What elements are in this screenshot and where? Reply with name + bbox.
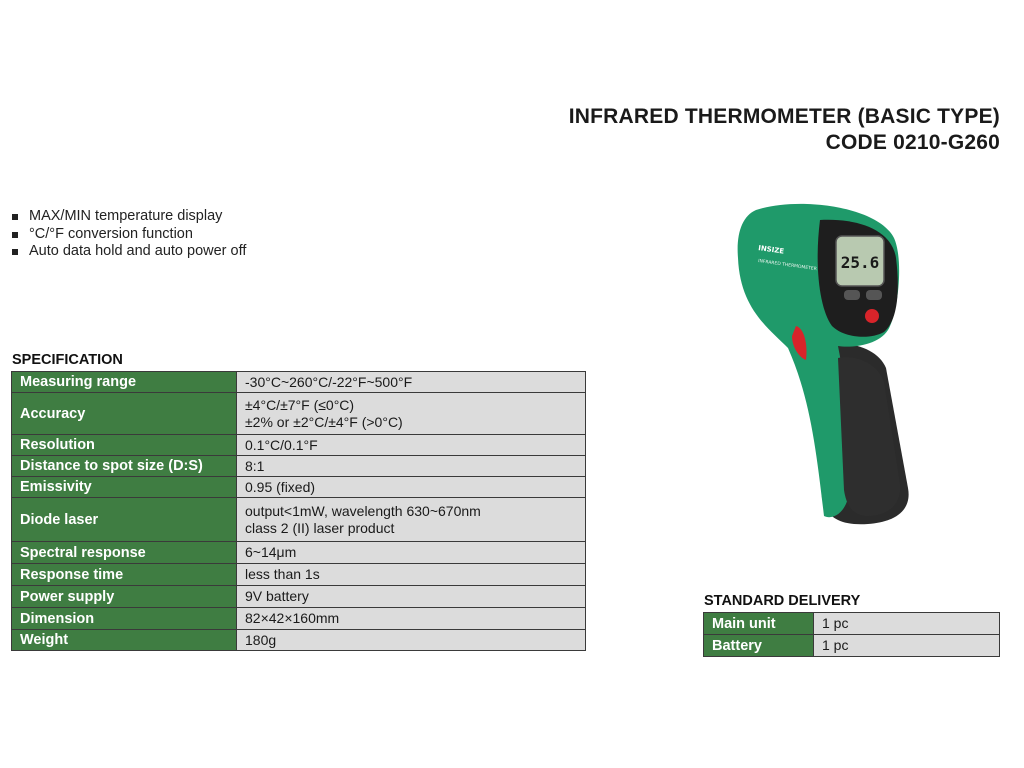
brand-logo: INSIZE — [757, 244, 785, 256]
mode-button — [844, 290, 860, 300]
thermometer-grip-front — [838, 357, 900, 516]
unit-button — [866, 290, 882, 300]
spec-label: Spectral response — [12, 542, 237, 564]
device-label: INFRARED THERMOMETER — [757, 259, 817, 273]
feature-item: MAX/MIN temperature display — [12, 208, 246, 226]
spec-label: Distance to spot size (D:S) — [12, 456, 237, 477]
delivery-label: Main unit — [704, 613, 814, 635]
standard-delivery-heading: STANDARD DELIVERY — [704, 593, 861, 609]
bullet-icon — [12, 214, 18, 220]
power-button — [865, 309, 879, 323]
spec-label: Response time — [12, 564, 237, 586]
spec-value: -30°C~260°C/-22°F~500°F — [237, 372, 586, 393]
feature-item: °C/°F conversion function — [12, 226, 246, 244]
delivery-value: 1 pc — [814, 613, 1000, 635]
spec-label: Weight — [12, 630, 237, 651]
spec-value: 8:1 — [237, 456, 586, 477]
spec-label: Diode laser — [12, 498, 237, 542]
spec-value: 9V battery — [237, 586, 586, 608]
table-row — [12, 477, 586, 498]
specification-table — [11, 371, 586, 651]
spec-value: output<1mW, wavelength 630~670nm class 2 (II) laser product — [237, 498, 586, 542]
feature-item: Auto data hold and auto power off — [12, 243, 246, 261]
product-code: CODE 0210-G260 — [825, 131, 1000, 154]
table-row — [12, 586, 586, 608]
bullet-icon — [12, 232, 18, 238]
table-row — [704, 613, 1000, 635]
spec-label: Measuring range — [12, 372, 237, 393]
table-row — [12, 542, 586, 564]
spec-value: 0.95 (fixed) — [237, 477, 586, 498]
bullet-icon — [12, 249, 18, 255]
table-row — [12, 435, 586, 456]
table-row — [12, 498, 586, 542]
standard-delivery-table — [703, 612, 1000, 657]
specification-heading: SPECIFICATION — [12, 352, 123, 368]
table-row — [12, 564, 586, 586]
delivery-value: 1 pc — [814, 635, 1000, 657]
product-title-block — [569, 104, 1000, 156]
spec-value: ±4°C/±7°F (≤0°C) ±2% or ±2°C/±4°F (>0°C) — [237, 393, 586, 435]
table-row — [12, 393, 586, 435]
spec-value: less than 1s — [237, 564, 586, 586]
table-row — [12, 456, 586, 477]
thermometer-product-image — [728, 198, 918, 528]
table-row — [12, 608, 586, 630]
spec-label: Power supply — [12, 586, 237, 608]
table-row — [12, 372, 586, 393]
delivery-label: Battery — [704, 635, 814, 657]
lcd-reading: 25.6 — [840, 253, 880, 272]
product-title: INFRARED THERMOMETER (BASIC TYPE) — [568, 105, 1000, 128]
spec-label: Accuracy — [12, 393, 237, 435]
spec-value: 0.1°C/0.1°F — [237, 435, 586, 456]
spec-label: Dimension — [12, 608, 237, 630]
spec-value: 6~14μm — [237, 542, 586, 564]
spec-label: Resolution — [12, 435, 237, 456]
spec-label: Emissivity — [12, 477, 237, 498]
spec-value: 180g — [237, 630, 586, 651]
table-row — [704, 635, 1000, 657]
table-row — [12, 630, 586, 651]
spec-value: 82×42×160mm — [237, 608, 586, 630]
feature-list — [12, 208, 246, 261]
